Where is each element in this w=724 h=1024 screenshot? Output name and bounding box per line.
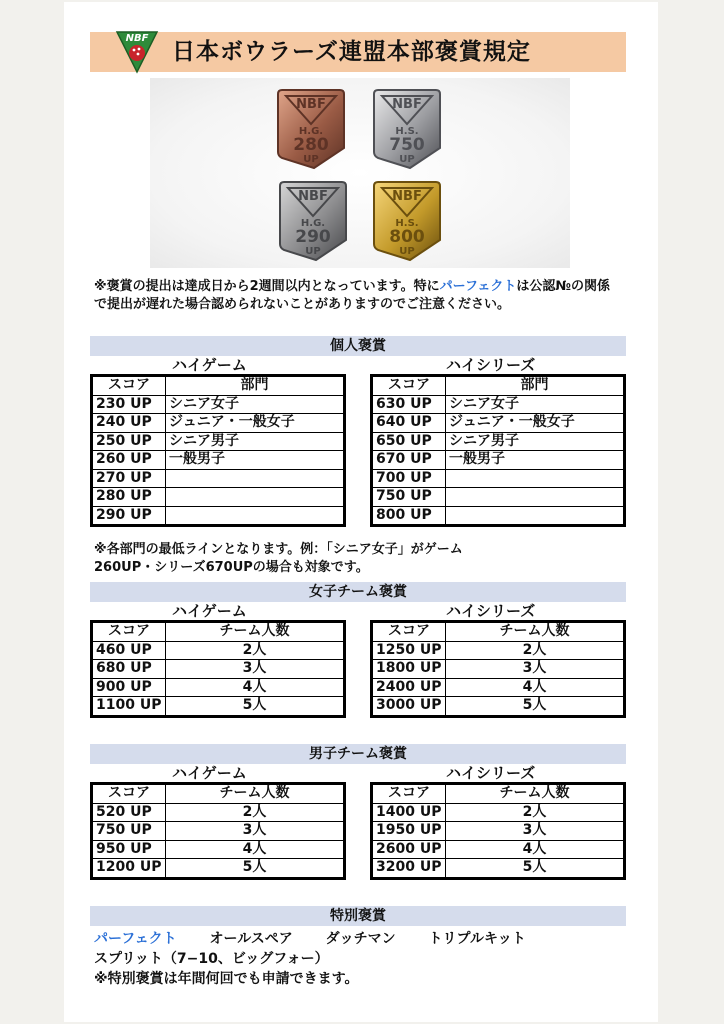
table-row [372,451,625,470]
table-row [372,414,625,433]
score-cell: 1250 UP [372,641,446,660]
score-cell: 700 UP [372,469,446,488]
section-men-team: 男子チーム褒賞 [90,744,626,764]
section-special: 特別褒賞 [90,906,626,926]
header-score: スコア [92,784,166,804]
header-score: スコア [372,376,446,396]
score-cell: 520 UP [92,803,166,822]
table-row [92,840,345,859]
table-row [92,451,345,470]
caption-women-high-game: ハイゲーム [172,602,247,620]
award-pins [150,78,570,268]
table-row [372,506,625,526]
individual-high-series-table [370,374,626,527]
category-cell: 3人 [166,660,345,679]
score-cell: 800 UP [372,506,446,526]
category-cell: 5人 [446,697,625,717]
svg-text:NBF: NBF [392,97,422,112]
category-cell: ジュニア・一般女子 [446,414,625,433]
table-header-row [92,784,345,804]
header-category: 部門 [166,376,345,396]
score-cell: 900 UP [92,678,166,697]
table-row [372,822,625,841]
table-row [92,697,345,717]
category-cell [166,488,345,507]
category-cell [166,506,345,526]
svg-text:280: 280 [293,135,329,155]
score-cell: 2400 UP [372,678,446,697]
category-cell: 5人 [166,697,345,717]
table-row [372,803,625,822]
women-high-game-table [90,620,346,718]
category-cell: 3人 [446,822,625,841]
score-cell: 1950 UP [372,822,446,841]
table-row [92,641,345,660]
score-cell: 230 UP [92,395,166,414]
score-cell: 1400 UP [372,803,446,822]
score-cell: 670 UP [372,451,446,470]
score-cell: 250 UP [92,432,166,451]
header-category: チーム人数 [446,622,625,642]
table-row [92,488,345,507]
score-cell: 950 UP [92,840,166,859]
special-item-triple-kit: トリプルキット [428,931,526,947]
svg-text:H.S.: H.S. [395,126,419,137]
header-category: チーム人数 [166,784,345,804]
header-score: スコア [372,622,446,642]
award-pin-copper [278,90,344,168]
table-header-row [372,784,625,804]
svg-text:NBF: NBF [296,97,326,112]
table-row [372,469,625,488]
table-row [92,506,345,526]
submission-notice: ※褒賞の提出は達成日から2週間以内となっています。特にパーフェクトは公認№の関係で提出が遅れた場合認められないことがありますのでご注意ください。 [94,279,611,312]
caption-women-high-series: ハイシリーズ [446,602,536,620]
table-row [92,469,345,488]
svg-text:UP: UP [305,246,321,257]
category-cell: 5人 [166,859,345,879]
header-score: スコア [372,784,446,804]
individual-high-game-table [90,374,346,527]
caption-men-high-series: ハイシリーズ [446,764,536,782]
award-pin-silver [374,90,440,168]
caption-individual-high-game: ハイゲーム [172,356,247,374]
score-cell: 460 UP [92,641,166,660]
men-high-series-table [370,782,626,880]
category-cell: 2人 [166,803,345,822]
special-item-perfect: パーフェクト [94,931,177,947]
score-cell: 2600 UP [372,840,446,859]
score-cell: 290 UP [92,506,166,526]
svg-text:H.S.: H.S. [395,218,419,229]
men-high-game-table [90,782,346,880]
award-pin-pewter [280,182,346,260]
score-cell: 270 UP [92,469,166,488]
category-cell: シニア女子 [166,395,345,414]
table-row [372,641,625,660]
score-cell: 750 UP [92,822,166,841]
category-cell: 2人 [166,641,345,660]
svg-text:NBF: NBF [392,189,422,204]
category-cell: シニア男子 [166,432,345,451]
header-score: スコア [92,376,166,396]
caption-individual-high-series: ハイシリーズ [446,356,536,374]
category-cell: 一般男子 [446,451,625,470]
category-cell: 4人 [446,678,625,697]
category-cell: シニア男子 [446,432,625,451]
table-row [92,395,345,414]
score-cell: 3200 UP [372,859,446,879]
section-women-team: 女子チーム褒賞 [90,582,626,602]
category-cell [446,469,625,488]
category-cell: 5人 [446,859,625,879]
category-cell: 4人 [446,840,625,859]
category-cell: 3人 [166,822,345,841]
page-title: 日本ボウラーズ連盟本部褒賞規定 [172,39,531,65]
svg-text:H.G.: H.G. [298,126,324,137]
table-row [372,697,625,717]
special-item-split: スプリット（7−10、ビッグフォー） [94,951,329,967]
score-cell: 630 UP [372,395,446,414]
category-cell [446,488,625,507]
section-individual: 個人褒賞 [90,336,626,356]
svg-text:750: 750 [389,135,425,155]
header-category: チーム人数 [166,622,345,642]
table-row [372,660,625,679]
women-high-series-table [370,620,626,718]
category-cell: 4人 [166,840,345,859]
svg-text:800: 800 [389,227,425,247]
table-row [92,822,345,841]
category-cell: 3人 [446,660,625,679]
header-score: スコア [92,622,166,642]
table-row [372,488,625,507]
category-cell: 一般男子 [166,451,345,470]
table-row [372,840,625,859]
score-cell: 1200 UP [92,859,166,879]
category-cell: 4人 [166,678,345,697]
individual-footnote-line1: ※各部門の最低ラインとなります。例：「シニア女子」がゲーム [94,542,463,557]
table-header-row [92,376,345,396]
category-cell [446,506,625,526]
individual-footnote-line2: 260UP・シリーズ670UPの場合も対象です。 [94,560,369,575]
svg-text:UP: UP [303,154,319,165]
table-row [92,432,345,451]
score-cell: 750 UP [372,488,446,507]
svg-text:H.G.: H.G. [300,218,326,229]
table-header-row [372,622,625,642]
table-row [92,859,345,879]
score-cell: 260 UP [92,451,166,470]
score-cell: 240 UP [92,414,166,433]
score-cell: 280 UP [92,488,166,507]
table-header-row [372,376,625,396]
score-cell: 640 UP [372,414,446,433]
award-pin-gold [374,182,440,260]
score-cell: 3000 UP [372,697,446,717]
score-cell: 1100 UP [92,697,166,717]
score-cell: 1800 UP [372,660,446,679]
category-cell: 2人 [446,641,625,660]
perfect-highlight: パーフェクト [439,279,517,294]
category-cell: 2人 [446,803,625,822]
caption-men-high-game: ハイゲーム [172,764,247,782]
header-category: 部門 [446,376,625,396]
special-items-line [94,930,554,948]
table-header-row [92,622,345,642]
table-row [92,803,345,822]
table-row [372,859,625,879]
table-row [92,678,345,697]
special-item-all-spare: オールスペア [209,931,293,947]
table-row [92,660,345,679]
special-note: ※特別褒賞は年間何回でも申請できます。 [94,971,359,987]
score-cell: 650 UP [372,432,446,451]
svg-text:290: 290 [295,227,331,247]
table-row [372,432,625,451]
svg-text:NBF: NBF [298,189,328,204]
svg-text:UP: UP [399,246,415,257]
table-row [92,414,345,433]
svg-text:UP: UP [399,154,415,165]
category-cell: シニア女子 [446,395,625,414]
special-item-dutchman: ダッチマン [325,931,396,947]
category-cell: ジュニア・一般女子 [166,414,345,433]
table-row [372,395,625,414]
table-row [372,678,625,697]
header-category: チーム人数 [446,784,625,804]
category-cell [166,469,345,488]
svg-text:NBF: NBF [125,33,149,44]
nbf-logo-icon [114,28,160,74]
score-cell: 680 UP [92,660,166,679]
